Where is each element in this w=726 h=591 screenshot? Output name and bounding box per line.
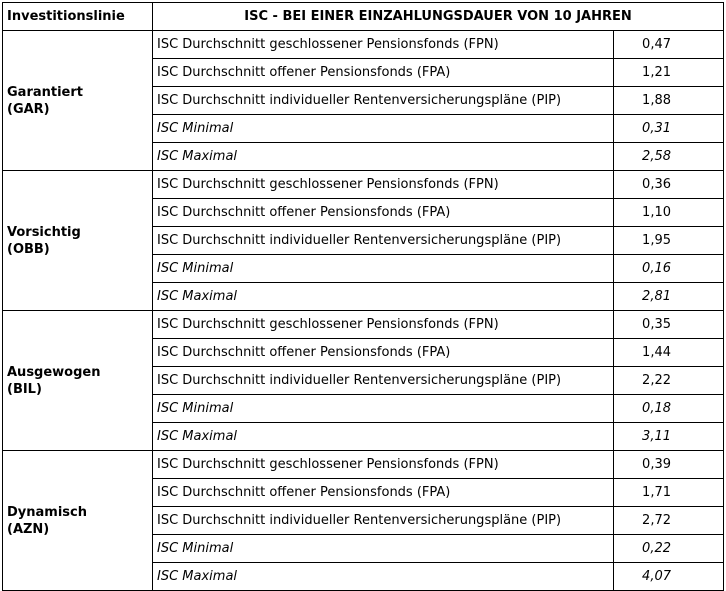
row-label: ISC Durchschnitt offener Pensionsfonds (FPA) bbox=[153, 339, 614, 367]
row-label: ISC Minimal bbox=[153, 255, 614, 283]
row-label: ISC Maximal bbox=[153, 143, 614, 171]
row-label: ISC Durchschnitt offener Pensionsfonds (FPA) bbox=[153, 479, 614, 507]
table-row bbox=[3, 171, 724, 199]
row-label: ISC Minimal bbox=[153, 395, 614, 423]
row-value: 0,36 bbox=[614, 171, 724, 199]
row-value: 0,18 bbox=[614, 395, 724, 423]
row-label: ISC Maximal bbox=[153, 423, 614, 451]
row-label: ISC Durchschnitt individueller Rentenversicherungspläne (PIP) bbox=[153, 227, 614, 255]
group-name: Garantiert bbox=[7, 84, 83, 100]
row-label: ISC Durchschnitt geschlossener Pensionsfonds (FPN) bbox=[153, 451, 614, 479]
row-label: ISC Durchschnitt offener Pensionsfonds (FPA) bbox=[153, 199, 614, 227]
row-label: ISC Durchschnitt geschlossener Pensionsfonds (FPN) bbox=[153, 31, 614, 59]
group-name: Dynamisch bbox=[7, 504, 87, 520]
row-value: 3,11 bbox=[614, 423, 724, 451]
row-label: ISC Durchschnitt offener Pensionsfonds (FPA) bbox=[153, 59, 614, 87]
table-row bbox=[3, 451, 724, 479]
row-value: 0,47 bbox=[614, 31, 724, 59]
row-label: ISC Durchschnitt individueller Rentenversicherungspläne (PIP) bbox=[153, 507, 614, 535]
header-row bbox=[3, 3, 724, 31]
row-value: 1,71 bbox=[614, 479, 724, 507]
row-label: ISC Durchschnitt individueller Rentenversicherungspläne (PIP) bbox=[153, 87, 614, 115]
group-cell bbox=[3, 451, 153, 591]
row-value: 2,81 bbox=[614, 283, 724, 311]
row-value: 1,10 bbox=[614, 199, 724, 227]
group-name: Ausgewogen bbox=[7, 364, 101, 380]
group-code: (GAR) bbox=[7, 101, 50, 117]
row-value: 2,72 bbox=[614, 507, 724, 535]
row-value: 2,22 bbox=[614, 367, 724, 395]
isc-table bbox=[2, 2, 724, 591]
row-label: ISC Minimal bbox=[153, 535, 614, 563]
row-value: 1,95 bbox=[614, 227, 724, 255]
row-value: 0,22 bbox=[614, 535, 724, 563]
header-title: ISC - BEI EINER EINZAHLUNGSDAUER VON 10 JAHREN bbox=[153, 3, 724, 31]
row-value: 1,44 bbox=[614, 339, 724, 367]
row-label: ISC Minimal bbox=[153, 115, 614, 143]
table-row bbox=[3, 311, 724, 339]
row-label: ISC Durchschnitt geschlossener Pensionsfonds (FPN) bbox=[153, 171, 614, 199]
table-body bbox=[3, 31, 724, 591]
group-cell bbox=[3, 311, 153, 451]
row-value: 0,39 bbox=[614, 451, 724, 479]
row-value: 0,35 bbox=[614, 311, 724, 339]
row-value: 1,21 bbox=[614, 59, 724, 87]
row-value: 1,88 bbox=[614, 87, 724, 115]
table-row bbox=[3, 31, 724, 59]
row-label: ISC Maximal bbox=[153, 563, 614, 591]
group-code: (BIL) bbox=[7, 381, 42, 397]
header-investment-line: Investitionslinie bbox=[3, 3, 153, 31]
group-code: (AZN) bbox=[7, 521, 50, 537]
group-cell bbox=[3, 171, 153, 311]
group-code: (OBB) bbox=[7, 241, 50, 257]
row-value: 2,58 bbox=[614, 143, 724, 171]
row-value: 4,07 bbox=[614, 563, 724, 591]
group-name: Vorsichtig bbox=[7, 224, 81, 240]
row-label: ISC Durchschnitt individueller Rentenversicherungspläne (PIP) bbox=[153, 367, 614, 395]
row-label: ISC Maximal bbox=[153, 283, 614, 311]
group-cell bbox=[3, 31, 153, 171]
row-label: ISC Durchschnitt geschlossener Pensionsfonds (FPN) bbox=[153, 311, 614, 339]
row-value: 0,31 bbox=[614, 115, 724, 143]
row-value: 0,16 bbox=[614, 255, 724, 283]
